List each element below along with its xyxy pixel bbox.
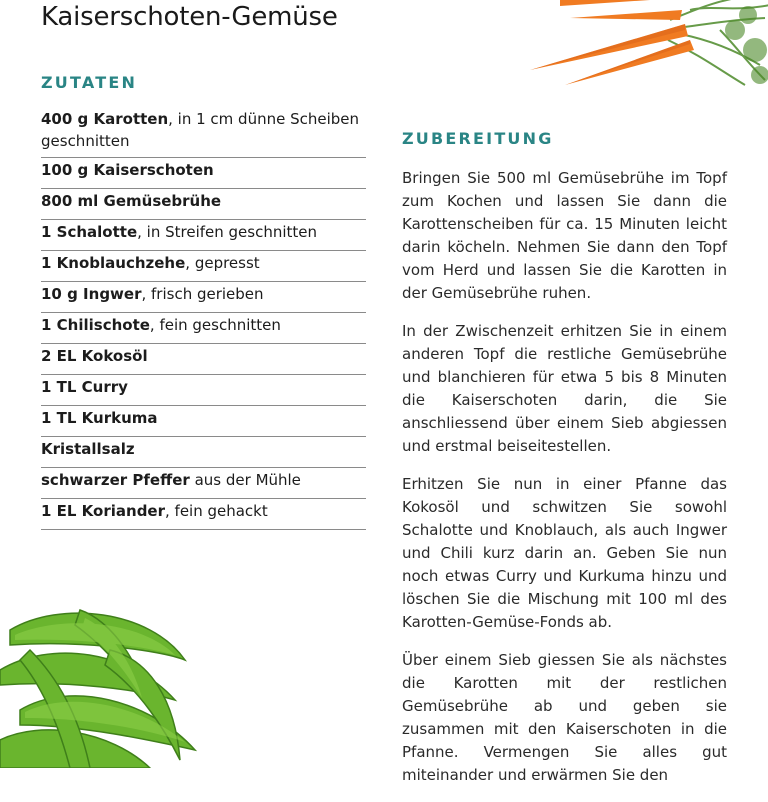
ingredient-amount: Kristallsalz [41,440,135,458]
ingredient-item [41,376,366,406]
ingredient-note: , in 1 cm dünne Scheiben geschnitten [41,110,360,150]
ingredient-amount: 1 Chilischote [41,316,150,334]
carrots-image [520,0,768,100]
ingredient-amount: 1 TL Kurkuma [41,409,158,427]
ingredient-amount: 1 TL Curry [41,378,128,396]
ingredient-item [41,221,366,251]
ingredient-item [41,108,366,158]
ingredient-item [41,252,366,282]
ingredient-item [41,190,366,220]
ingredient-amount: 800 ml Gemüsebrühe [41,192,222,210]
ingredients-list [41,108,366,531]
ingredient-amount: schwarzer Pfeffer [41,471,190,489]
ingredient-amount: 1 Schalotte [41,223,138,241]
preparation-paragraph: Bringen Sie 500 ml Gemüsebrühe im Topf zum Kochen und lassen Sie dann die Karottenscheiben für ca. 15 Minuten leicht darin köcheln. Nehmen Sie dann den Topf vom Herd und lassen Sie die Karotten in der Gemüsebrühe ruhen. [402,169,727,302]
recipe-title: Kaiserschoten-Gemüse [41,2,338,32]
ingredient-amount: 1 EL Koriander [41,502,165,520]
ingredient-amount: 400 g Karotten [41,110,169,128]
preparation-paragraph: Erhitzen Sie nun in einer Pfanne das Kokosöl und schwitzen Sie sowohl Schalotte und Knoblauch, als auch Ingwer und Chili kurz darin an. Geben Sie nun noch etwas Curry und Kurkuma hinzu und löschen Sie die Mischung mit 100 ml des Karotten-Gemüse-Fonds ab. [402,475,727,631]
ingredient-amount: 1 Knoblauchzehe [41,254,186,272]
preparation-heading: ZUBEREITUNG [402,129,554,148]
ingredient-item [41,283,366,313]
ingredient-amount: 10 g Ingwer [41,285,142,303]
peas-image [0,590,200,768]
ingredient-amount: 2 EL Kokosöl [41,347,148,365]
ingredient-item [41,314,366,344]
ingredients-heading: ZUTATEN [41,73,138,92]
ingredient-note: aus der Mühle [189,471,301,489]
ingredient-note: , in Streifen geschnitten [137,223,318,241]
ingredient-item [41,159,366,189]
ingredient-note: , fein geschnitten [149,316,281,334]
ingredient-note: , frisch gerieben [141,285,264,303]
preparation-paragraph: In der Zwischenzeit erhitzen Sie in einem anderen Topf die restliche Gemüsebrühe und blanchieren für etwa 5 bis 8 Minuten die Kaiserschoten darin, die Sie anschliessend über einem Sieb abgiessen und erstmal beiseitestellen. [402,322,727,455]
ingredient-item [41,407,366,437]
ingredient-amount: 100 g Kaiserschoten [41,161,214,179]
ingredient-item [41,345,366,375]
preparation-paragraph: Über einem Sieb giessen Sie als nächstes die Karotten mit der restlichen Gemüsebrühe ab und geben sie zusammen mit den Kaiserschoten in die Pfanne. Vermengen Sie alles gut miteinander und erwärmen Sie den [402,651,727,784]
ingredient-item [41,469,366,499]
ingredient-note: , fein gehackt [165,502,268,520]
ingredient-note: , gepresst [185,254,260,272]
ingredient-item [41,438,366,468]
ingredient-item [41,500,366,530]
preparation-text [402,167,727,802]
